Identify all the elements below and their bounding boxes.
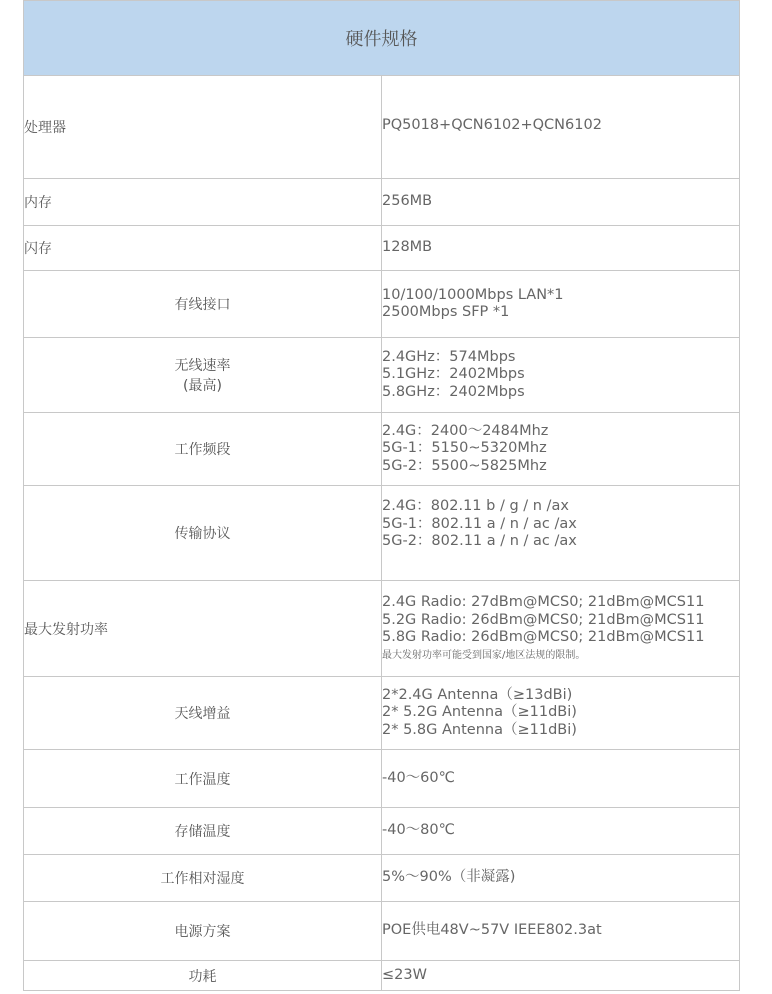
table-row [24, 855, 740, 902]
table-header-row [24, 1, 740, 76]
row-value-operating-temperature [382, 750, 740, 808]
table-row [24, 413, 740, 486]
value-line: ≤23W [382, 966, 427, 983]
value-line: PQ5018+QCN6102+QCN6102 [382, 116, 602, 133]
row-label-max-tx-power: 最大发射功率 [24, 581, 382, 677]
row-value-max-tx-power [382, 581, 740, 677]
row-label-antenna-gain: 天线增益 [24, 677, 382, 750]
row-value-processor [382, 76, 740, 179]
value-line: 2.4G：802.11 b / g / n /ax [382, 498, 569, 514]
table-row [24, 179, 740, 226]
value-line: 10/100/1000Mbps LAN*1 [382, 286, 564, 303]
row-label-power-consumption: 功耗 [24, 961, 382, 991]
row-value-storage-temperature [382, 808, 740, 855]
table-title: 硬件规格 [24, 1, 740, 76]
table-row [24, 486, 740, 581]
row-value-memory [382, 179, 740, 226]
row-label-humidity: 工作相对湿度 [24, 855, 382, 902]
value-line: 2*2.4G Antenna（≥13dBi) [382, 686, 573, 703]
row-label-frequency-band: 工作频段 [24, 413, 382, 486]
row-value-humidity [382, 855, 740, 902]
value-line: POE供电48V~57V IEEE802.3at [382, 922, 602, 939]
value-line: 5.1GHz：2402Mbps [382, 366, 525, 383]
value-line: 256MB [382, 193, 433, 210]
value-line: 5G-1：802.11 a / n / ac /ax [382, 515, 577, 532]
row-value-power-scheme [382, 902, 740, 961]
row-value-wireless-rate [382, 338, 740, 413]
value-line: 2.4G Radio: 27dBm@MCS0; 21dBm@MCS11 [382, 594, 705, 611]
table-row [24, 76, 740, 179]
row-label-flash: 闪存 [24, 226, 382, 271]
value-line: 2.4G：2400～2484Mhz [382, 422, 549, 439]
value-line: -40～60℃ [382, 769, 455, 786]
value-line: 5.8G Radio: 26dBm@MCS0; 21dBm@MCS11 [382, 629, 705, 646]
row-label-power-scheme: 电源方案 [24, 902, 382, 961]
value-line: 5.8GHz：2402Mbps [382, 383, 525, 400]
value-line: 2500Mbps SFP *1 [382, 304, 510, 320]
label-line: (最高) [183, 378, 222, 394]
row-label-wired-ports: 有线接口 [24, 271, 382, 338]
row-value-wired-ports [382, 271, 740, 338]
row-label-processor: 处理器 [24, 76, 382, 179]
row-label-storage-temperature: 存储温度 [24, 808, 382, 855]
table-row [24, 271, 740, 338]
value-line: 5.2G Radio: 26dBm@MCS0; 21dBm@MCS11 [382, 611, 705, 628]
value-line: 5G-2：802.11 a / n / ac /ax [382, 533, 577, 549]
table-row [24, 677, 740, 750]
value-line: 128MB [382, 239, 433, 256]
value-line: 2* 5.2G Antenna（≥11dBi) [382, 704, 577, 721]
table-row [24, 902, 740, 961]
regulatory-note: 最大发射功率可能受到国家/地区法规的限制。 [382, 649, 586, 661]
row-value-frequency-band [382, 413, 740, 486]
table-row [24, 338, 740, 413]
table-row [24, 750, 740, 808]
label-line: 无线速率 [174, 358, 231, 374]
table-row [24, 961, 740, 991]
table-row [24, 808, 740, 855]
value-line: 2* 5.8G Antenna（≥11dBi) [382, 721, 577, 738]
row-label-protocols: 传输协议 [24, 486, 382, 581]
value-line: 2.4GHz：574Mbps [382, 348, 516, 365]
row-value-protocols [382, 486, 740, 581]
table-row [24, 226, 740, 271]
row-value-antenna-gain [382, 677, 740, 750]
value-line: 5%～90%（非凝露) [382, 869, 516, 886]
row-value-flash [382, 226, 740, 271]
value-line: 5G-1：5150~5320Mhz [382, 440, 547, 457]
row-label-memory: 内存 [24, 179, 382, 226]
value-line: 5G-2：5500~5825Mhz [382, 457, 547, 474]
row-label-wireless-rate [24, 338, 382, 413]
table-row [24, 581, 740, 677]
row-label-operating-temperature: 工作温度 [24, 750, 382, 808]
row-value-power-consumption [382, 961, 740, 991]
value-line: -40～80℃ [382, 822, 455, 839]
hardware-spec-table [23, 0, 740, 991]
